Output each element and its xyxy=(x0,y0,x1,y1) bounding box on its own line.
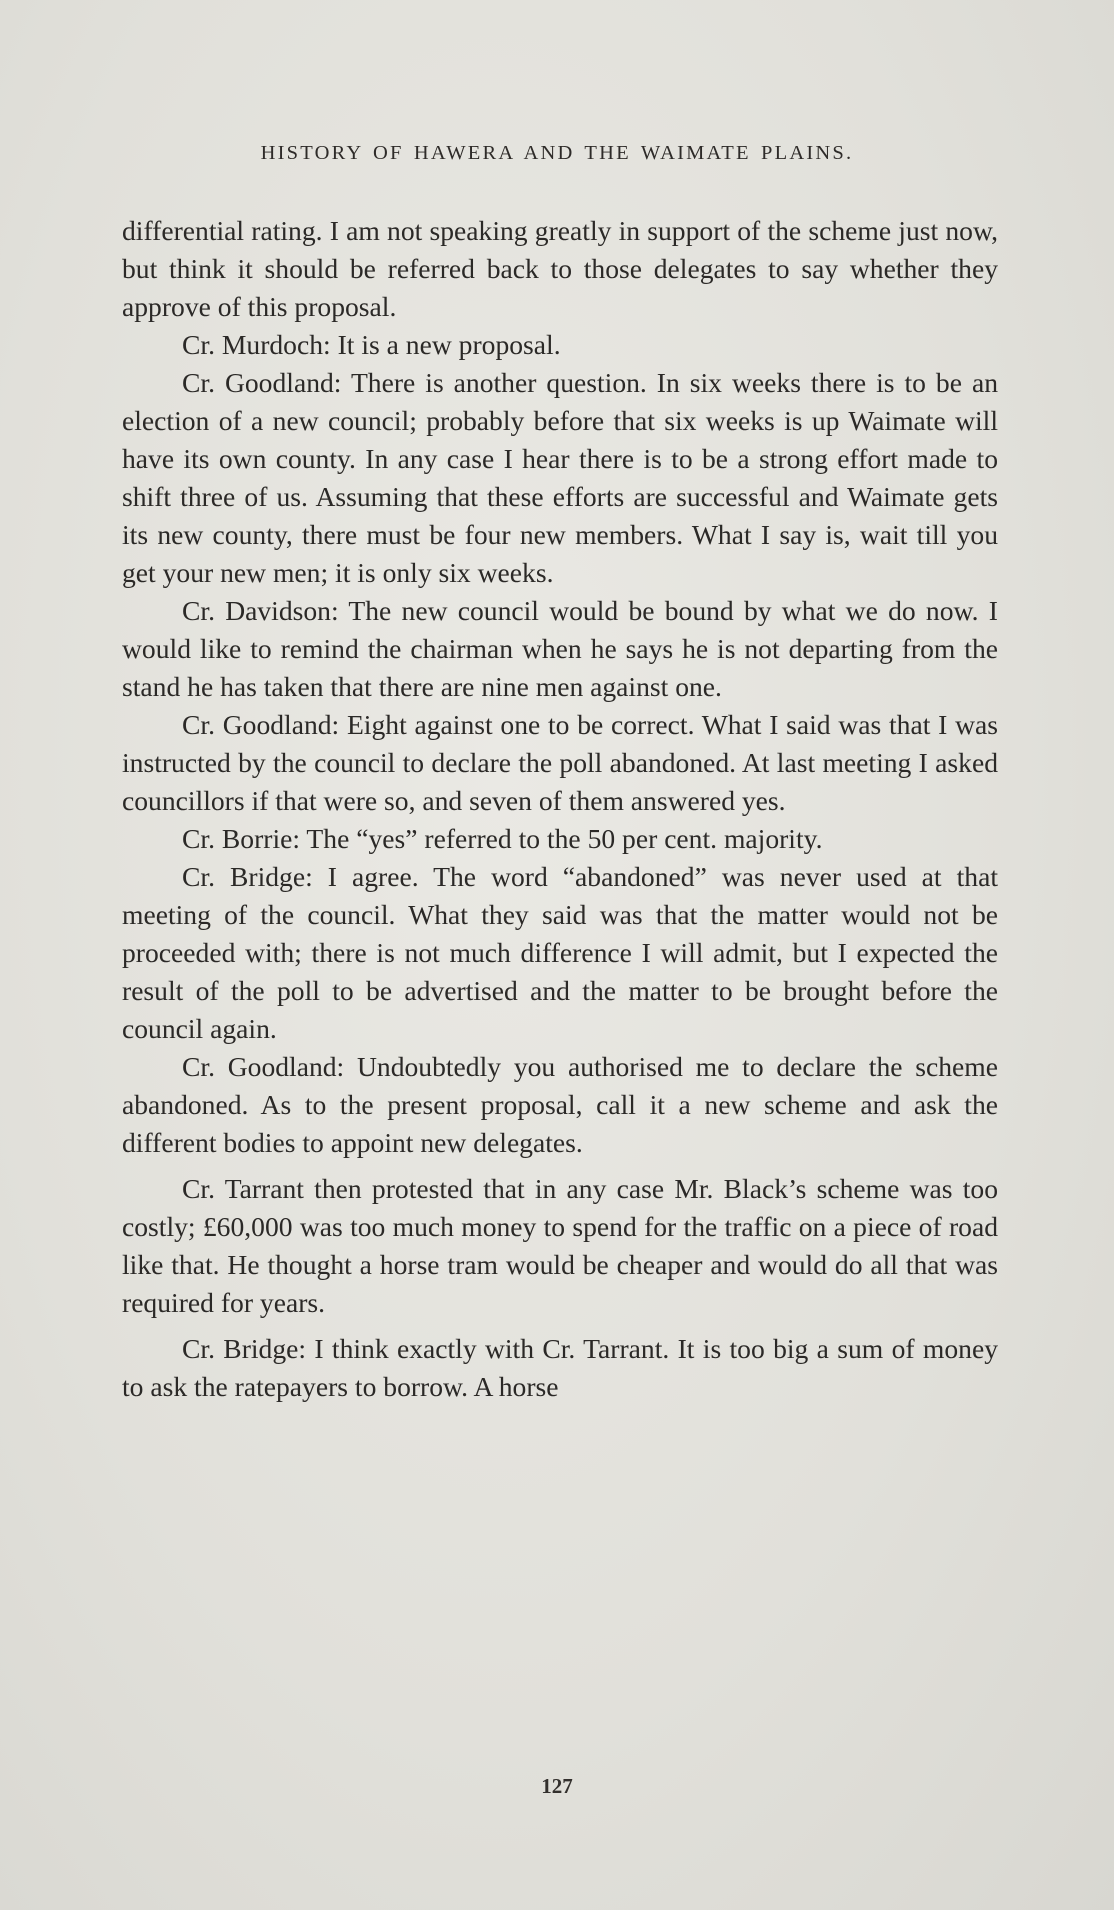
body-text xyxy=(122,212,998,1406)
running-head: HISTORY OF HAWERA AND THE WAIMATE PLAINS. xyxy=(260,142,854,164)
page-number: 127 xyxy=(541,1774,573,1798)
paragraph: Cr. Tarrant then protested that in any case Mr. Black’s scheme was too costly; £60,000 was too much money to spend for the traffic on a piece of road like that. He thought a horse tram would be cheaper and would do all that was required for years. xyxy=(122,1173,998,1318)
paragraph: Cr. Goodland: Undoubtedly you authorised me to declare the scheme abandoned. As to the present proposal, call it a new scheme and ask the different bodies to appoint new delegates. xyxy=(122,1051,998,1158)
paragraph: Cr. Bridge: I think exactly with Cr. Tarrant. It is too big a sum of money to ask the ratepayers to borrow. A horse xyxy=(122,1333,998,1402)
paragraph: Cr. Borrie: The “yes” referred to the 50 per cent. majority. xyxy=(182,823,823,854)
paragraph: Cr. Davidson: The new council would be bound by what we do now. I would like to remind the chairman when he says he is not departing from the stand he has taken that there are nine men against one. xyxy=(122,595,998,702)
paragraph: Cr. Goodland: There is another question. In six weeks there is to be an election of a new council; probably before that six weeks is up Waimate will have its own county. In any case I hear there is to be a strong effort made to shift three of us. Assuming that these efforts are successful and Waimate gets its new county, there must be four new members. What I say is, wait till you get your new men; it is only six weeks. xyxy=(122,367,998,588)
paragraph: Cr. Murdoch: It is a new proposal. xyxy=(182,329,561,360)
paragraph: Cr. Goodland: Eight against one to be correct. What I said was that I was instructed by the council to declare the poll abandoned. At last meeting I asked councillors if that were so, and seven of them answered yes. xyxy=(122,709,998,816)
paragraph: differential rating. I am not speaking greatly in support of the scheme just now, but think it should be referred back to those delegates to say whether they approve of this proposal. xyxy=(122,215,998,322)
paragraph: Cr. Bridge: I agree. The word “abandoned” was never used at that meeting of the council. What they said was that the matter would not be proceeded with; there is not much difference I will admit, but I expected the result of the poll to be advertised and the matter to be brought before the council again. xyxy=(122,861,998,1044)
